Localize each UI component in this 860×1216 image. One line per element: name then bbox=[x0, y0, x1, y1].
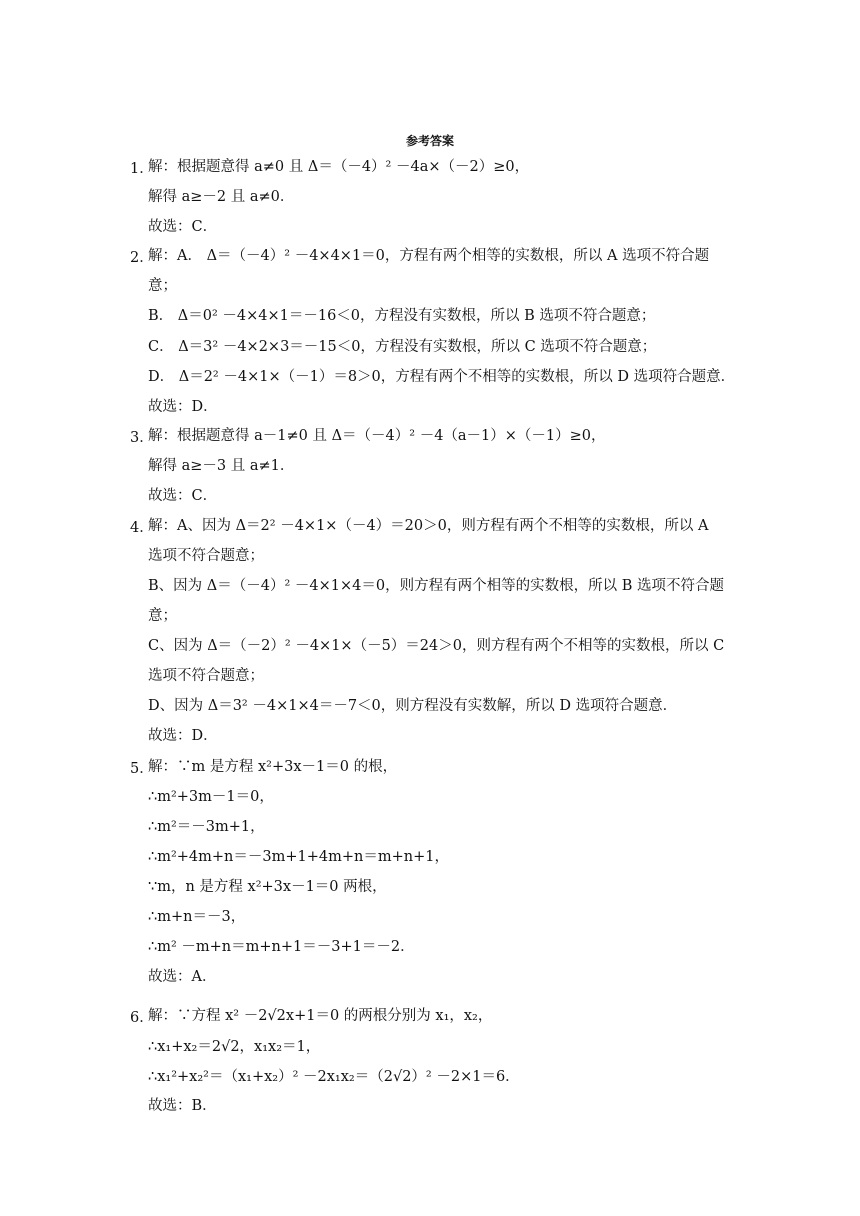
solution-line: D． Δ＝2² －4×1×（－1）＝8＞0，方程有两个不相等的实数根，所以 D 选项符合题意． bbox=[148, 369, 736, 385]
solution-number: 2． bbox=[130, 250, 154, 266]
solution-line: 解得 a≥－3 且 a≠1． bbox=[148, 458, 295, 474]
solution-line: 故选：D． bbox=[148, 728, 218, 744]
solution-line: 故选：C． bbox=[148, 488, 218, 504]
solution-line: ∴m²＝－3m+1， bbox=[148, 819, 265, 835]
solution-line: ∴m+n＝－3， bbox=[148, 909, 246, 925]
solution-line: 故选：A． bbox=[148, 969, 217, 985]
solution-line: 解：A、因为 Δ＝2² －4×1×（－4）＝20＞0，则方程有两个不相等的实数根，所以 A bbox=[148, 518, 709, 534]
solution-line: ∴m²+3m－1＝0， bbox=[148, 789, 274, 805]
page-title: 参考答案 bbox=[405, 134, 454, 148]
solution-number: 4． bbox=[130, 520, 154, 536]
solution-line: 解：根据题意得 a－1≠0 且 Δ＝（－4）² －4（a－1）×（－1）≥0， bbox=[148, 428, 606, 444]
solution-line: B． Δ＝0² －4×4×1＝－16＜0，方程没有实数根，所以 B 选项不符合题意； bbox=[148, 308, 656, 324]
solution-line: ∴x₁+x₂＝2√2，x₁x₂＝1， bbox=[148, 1039, 321, 1055]
solution-number: 1． bbox=[130, 161, 154, 177]
solution-line: 故选：B． bbox=[148, 1098, 217, 1114]
solution-line: ∴m²+4m+n＝－3m+1+4m+n＝m+n+1， bbox=[148, 849, 449, 865]
solution-number: 3． bbox=[130, 430, 154, 446]
solution-number: 5． bbox=[130, 761, 154, 777]
solution-line: 意； bbox=[148, 278, 177, 294]
solution-line: 选项不符合题意； bbox=[148, 548, 264, 564]
solution-line: ∴m² －m+n＝m+n+1＝－3+1＝－2． bbox=[148, 939, 415, 955]
solution-line: 解：A． Δ＝（－4）² －4×4×1＝0，方程有两个相等的实数根，所以 A 选项不符合题 bbox=[148, 248, 710, 264]
solution-line: 解：∵方程 x² －2√2x+1＝0 的两根分别为 x₁，x₂， bbox=[148, 1008, 493, 1024]
solution-line: ∵m，n 是方程 x²+3x－1＝0 两根， bbox=[148, 879, 387, 895]
solution-line: 意； bbox=[148, 608, 177, 624]
solution-line: 故选：D． bbox=[148, 399, 218, 415]
solution-line: D、因为 Δ＝3² －4×1×4＝－7＜0，则方程没有实数解，所以 D 选项符合题意． bbox=[148, 698, 678, 714]
solution-line: 故选：C． bbox=[148, 219, 218, 235]
solution-line: 选项不符合题意； bbox=[148, 668, 264, 684]
solution-line: 解得 a≥－2 且 a≠0． bbox=[148, 189, 295, 205]
solution-line: ∴x₁²+x₂²＝（x₁+x₂）² －2x₁x₂＝（2√2）² －2×1＝6． bbox=[148, 1069, 520, 1085]
solution-line: C、因为 Δ＝（－2）² －4×1×（－5）＝24＞0，则方程有两个不相等的实数根，所以 C bbox=[148, 638, 725, 654]
solution-line: 解：∵m 是方程 x²+3x－1＝0 的根， bbox=[148, 759, 398, 775]
solution-line: C． Δ＝3² －4×2×3＝－15＜0，方程没有实数根，所以 C 选项不符合题意； bbox=[148, 339, 657, 355]
solution-line: 解：根据题意得 a≠0 且 Δ＝（－4）² －4a×（－2）≥0， bbox=[148, 159, 530, 175]
solution-line: B、因为 Δ＝（－4）² －4×1×4＝0，则方程有两个相等的实数根，所以 B 选项不符合题 bbox=[148, 578, 724, 594]
solution-number: 6． bbox=[130, 1010, 154, 1026]
